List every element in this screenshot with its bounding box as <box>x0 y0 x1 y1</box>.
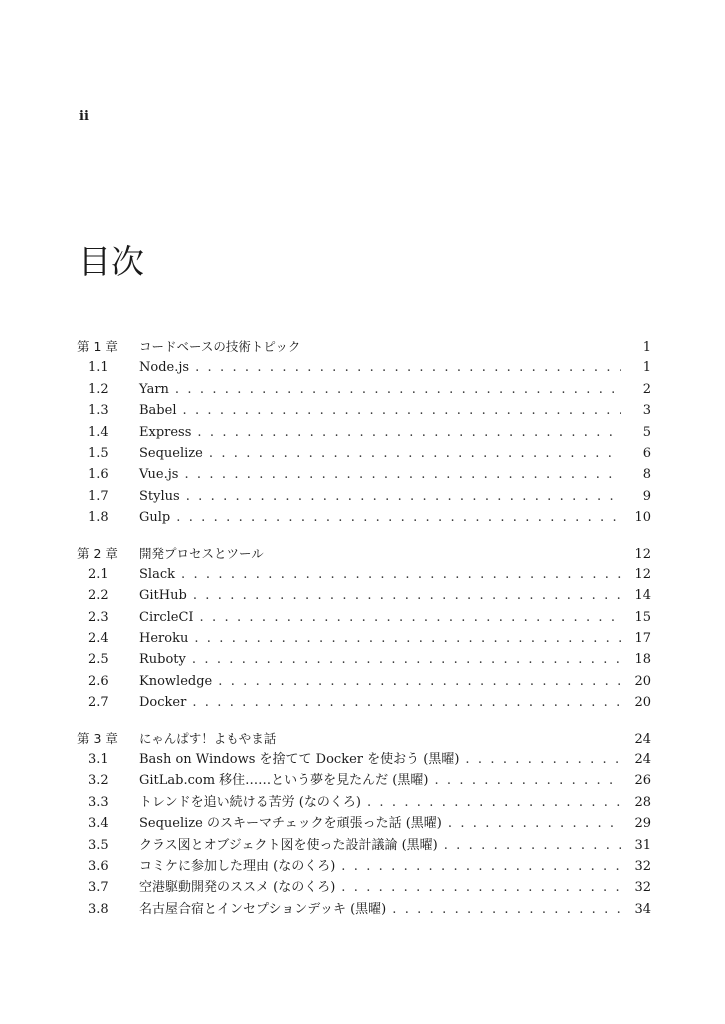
toc-chapter-entry[interactable] <box>77 336 651 357</box>
toc-section-entry[interactable] <box>77 649 651 670</box>
section-page: 28 <box>634 794 651 810</box>
section-title: GitLab.com 移住……という夢を見たんだ (黒曜) <box>139 773 429 789</box>
section-page: 9 <box>642 488 651 504</box>
section-page: 2 <box>642 381 651 397</box>
dot-leader <box>200 607 621 628</box>
chapter-title: にゃんぱす！よもやま話 <box>139 730 277 746</box>
toc-section-entry[interactable] <box>77 357 651 378</box>
toc-section-entry[interactable] <box>77 507 651 528</box>
section-title: CircleCI <box>139 609 194 625</box>
toc-section-entry[interactable] <box>77 564 651 585</box>
dot-leader <box>192 692 621 713</box>
section-title: Express <box>139 424 192 440</box>
section-number: 3.1 <box>88 752 109 768</box>
dot-leader <box>194 628 621 649</box>
section-number: 1.3 <box>88 403 109 419</box>
section-title: Slack <box>139 566 175 582</box>
section-number: 2.6 <box>88 673 109 689</box>
toc-chapter <box>77 543 651 714</box>
dot-leader <box>448 813 621 834</box>
dot-leader <box>218 671 621 692</box>
chapter-number: 第 2 章 <box>77 545 118 561</box>
section-number: 1.6 <box>88 467 109 483</box>
toc-section-entry[interactable] <box>77 464 651 485</box>
dot-leader <box>184 464 621 485</box>
section-page: 17 <box>634 631 651 647</box>
toc-section-entry[interactable] <box>77 379 651 400</box>
toc-section-entry[interactable] <box>77 607 651 628</box>
dot-leader <box>392 899 621 920</box>
dot-leader <box>175 379 621 400</box>
section-page: 24 <box>634 752 651 768</box>
toc-section-entry[interactable] <box>77 749 651 770</box>
chapter-number: 第 1 章 <box>77 339 118 354</box>
section-number: 3.6 <box>88 858 109 874</box>
section-number: 2.1 <box>88 566 109 582</box>
toc-section-entry[interactable] <box>77 792 651 813</box>
section-title: Sequelize のスキーマチェックを頑張った話 (黒曜) <box>139 816 442 832</box>
section-page: 32 <box>634 880 651 896</box>
section-page: 6 <box>642 445 651 461</box>
section-page: 12 <box>634 566 651 582</box>
toc-section-entry[interactable] <box>77 877 651 898</box>
toc-section-entry[interactable] <box>77 813 651 834</box>
section-page: 5 <box>642 424 651 440</box>
section-page: 18 <box>634 652 651 668</box>
toc-chapter-entry[interactable] <box>77 543 651 564</box>
chapter-page: 1 <box>642 340 651 355</box>
section-page: 3 <box>642 403 651 419</box>
chapter-number: 第 3 章 <box>77 730 118 746</box>
toc-section-entry[interactable] <box>77 628 651 649</box>
toc-section-entry[interactable] <box>77 671 651 692</box>
toc-title: 目次 <box>78 242 144 282</box>
dot-leader <box>197 422 621 443</box>
chapter-page: 24 <box>634 731 651 747</box>
section-title: GitHub <box>139 588 187 604</box>
section-page: 10 <box>634 510 651 526</box>
toc-chapter <box>77 336 651 529</box>
dot-leader <box>192 649 621 670</box>
section-title: Docker <box>139 695 187 711</box>
section-title: コミケに参加した理由 (なのくろ) <box>139 858 336 874</box>
toc-section-entry[interactable] <box>77 856 651 877</box>
section-number: 1.1 <box>88 360 109 376</box>
section-title: Vue.js <box>139 467 179 483</box>
section-page: 20 <box>634 695 651 711</box>
section-number: 3.7 <box>88 880 109 896</box>
toc-section-entry[interactable] <box>77 899 651 920</box>
section-title: 名古屋合宿とインセプションデッキ (黒曜) <box>139 901 387 917</box>
section-number: 3.4 <box>88 816 109 832</box>
section-title: Stylus <box>139 488 180 504</box>
section-page: 20 <box>634 673 651 689</box>
dot-leader <box>465 749 621 770</box>
section-number: 1.8 <box>88 510 109 526</box>
toc-chapter <box>77 728 651 921</box>
section-number: 3.5 <box>88 837 109 853</box>
dot-leader <box>341 856 621 877</box>
chapter-title: コードベースの技術トピック <box>139 339 301 354</box>
table-of-contents <box>77 336 651 934</box>
section-page: 14 <box>634 588 651 604</box>
section-page: 1 <box>642 360 651 376</box>
dot-leader <box>367 792 621 813</box>
dot-leader <box>176 507 621 528</box>
dot-leader <box>181 564 621 585</box>
section-page: 34 <box>634 901 651 917</box>
section-number: 3.3 <box>88 794 109 810</box>
section-title: Sequelize <box>139 445 203 461</box>
section-number: 1.5 <box>88 445 109 461</box>
section-title: トレンドを追い続ける苦労 (なのくろ) <box>139 794 361 810</box>
toc-section-entry[interactable] <box>77 585 651 606</box>
section-title: Node.js <box>139 360 190 376</box>
section-number: 2.7 <box>88 695 109 711</box>
section-title: Babel <box>139 403 177 419</box>
toc-section-entry[interactable] <box>77 486 651 507</box>
section-page: 32 <box>634 858 651 874</box>
section-number: 1.2 <box>88 381 109 397</box>
dot-leader <box>182 400 621 421</box>
section-title: Gulp <box>139 510 171 526</box>
toc-section-entry[interactable] <box>77 422 651 443</box>
section-number: 1.7 <box>88 488 109 504</box>
chapter-page: 12 <box>634 546 651 562</box>
section-page: 8 <box>642 467 651 483</box>
section-number: 3.8 <box>88 901 109 917</box>
dot-leader <box>444 835 621 856</box>
section-title: Bash on Windows を捨てて Docker を使おう (黒曜) <box>139 752 460 768</box>
section-page: 15 <box>634 609 651 625</box>
section-title: Knowledge <box>139 673 213 689</box>
dot-leader <box>341 877 621 898</box>
page-number: ii <box>79 109 89 124</box>
section-title: クラス図とオブジェクト図を使った設計議論 (黒曜) <box>139 837 438 853</box>
toc-chapter-entry[interactable] <box>77 728 651 749</box>
dot-leader <box>186 486 621 507</box>
section-title: Yarn <box>139 381 169 397</box>
dot-leader <box>209 443 621 464</box>
section-number: 2.5 <box>88 652 109 668</box>
section-page: 29 <box>634 816 651 832</box>
section-title: Ruboty <box>139 652 186 668</box>
toc-section-entry[interactable] <box>77 770 651 791</box>
section-page: 31 <box>634 837 651 853</box>
section-number: 2.4 <box>88 631 109 647</box>
section-title: 空港駆動開発のススメ (なのくろ) <box>139 880 336 896</box>
section-number: 1.4 <box>88 424 109 440</box>
toc-section-entry[interactable] <box>77 443 651 464</box>
toc-section-entry[interactable] <box>77 835 651 856</box>
section-page: 26 <box>634 773 651 789</box>
dot-leader <box>434 770 621 791</box>
toc-section-entry[interactable] <box>77 692 651 713</box>
dot-leader <box>193 585 621 606</box>
section-number: 2.3 <box>88 609 109 625</box>
chapter-title: 開発プロセスとツール <box>139 545 264 561</box>
section-number: 2.2 <box>88 588 109 604</box>
toc-section-entry[interactable] <box>77 400 651 421</box>
section-title: Heroku <box>139 631 189 647</box>
dot-leader <box>195 357 621 378</box>
section-number: 3.2 <box>88 773 109 789</box>
